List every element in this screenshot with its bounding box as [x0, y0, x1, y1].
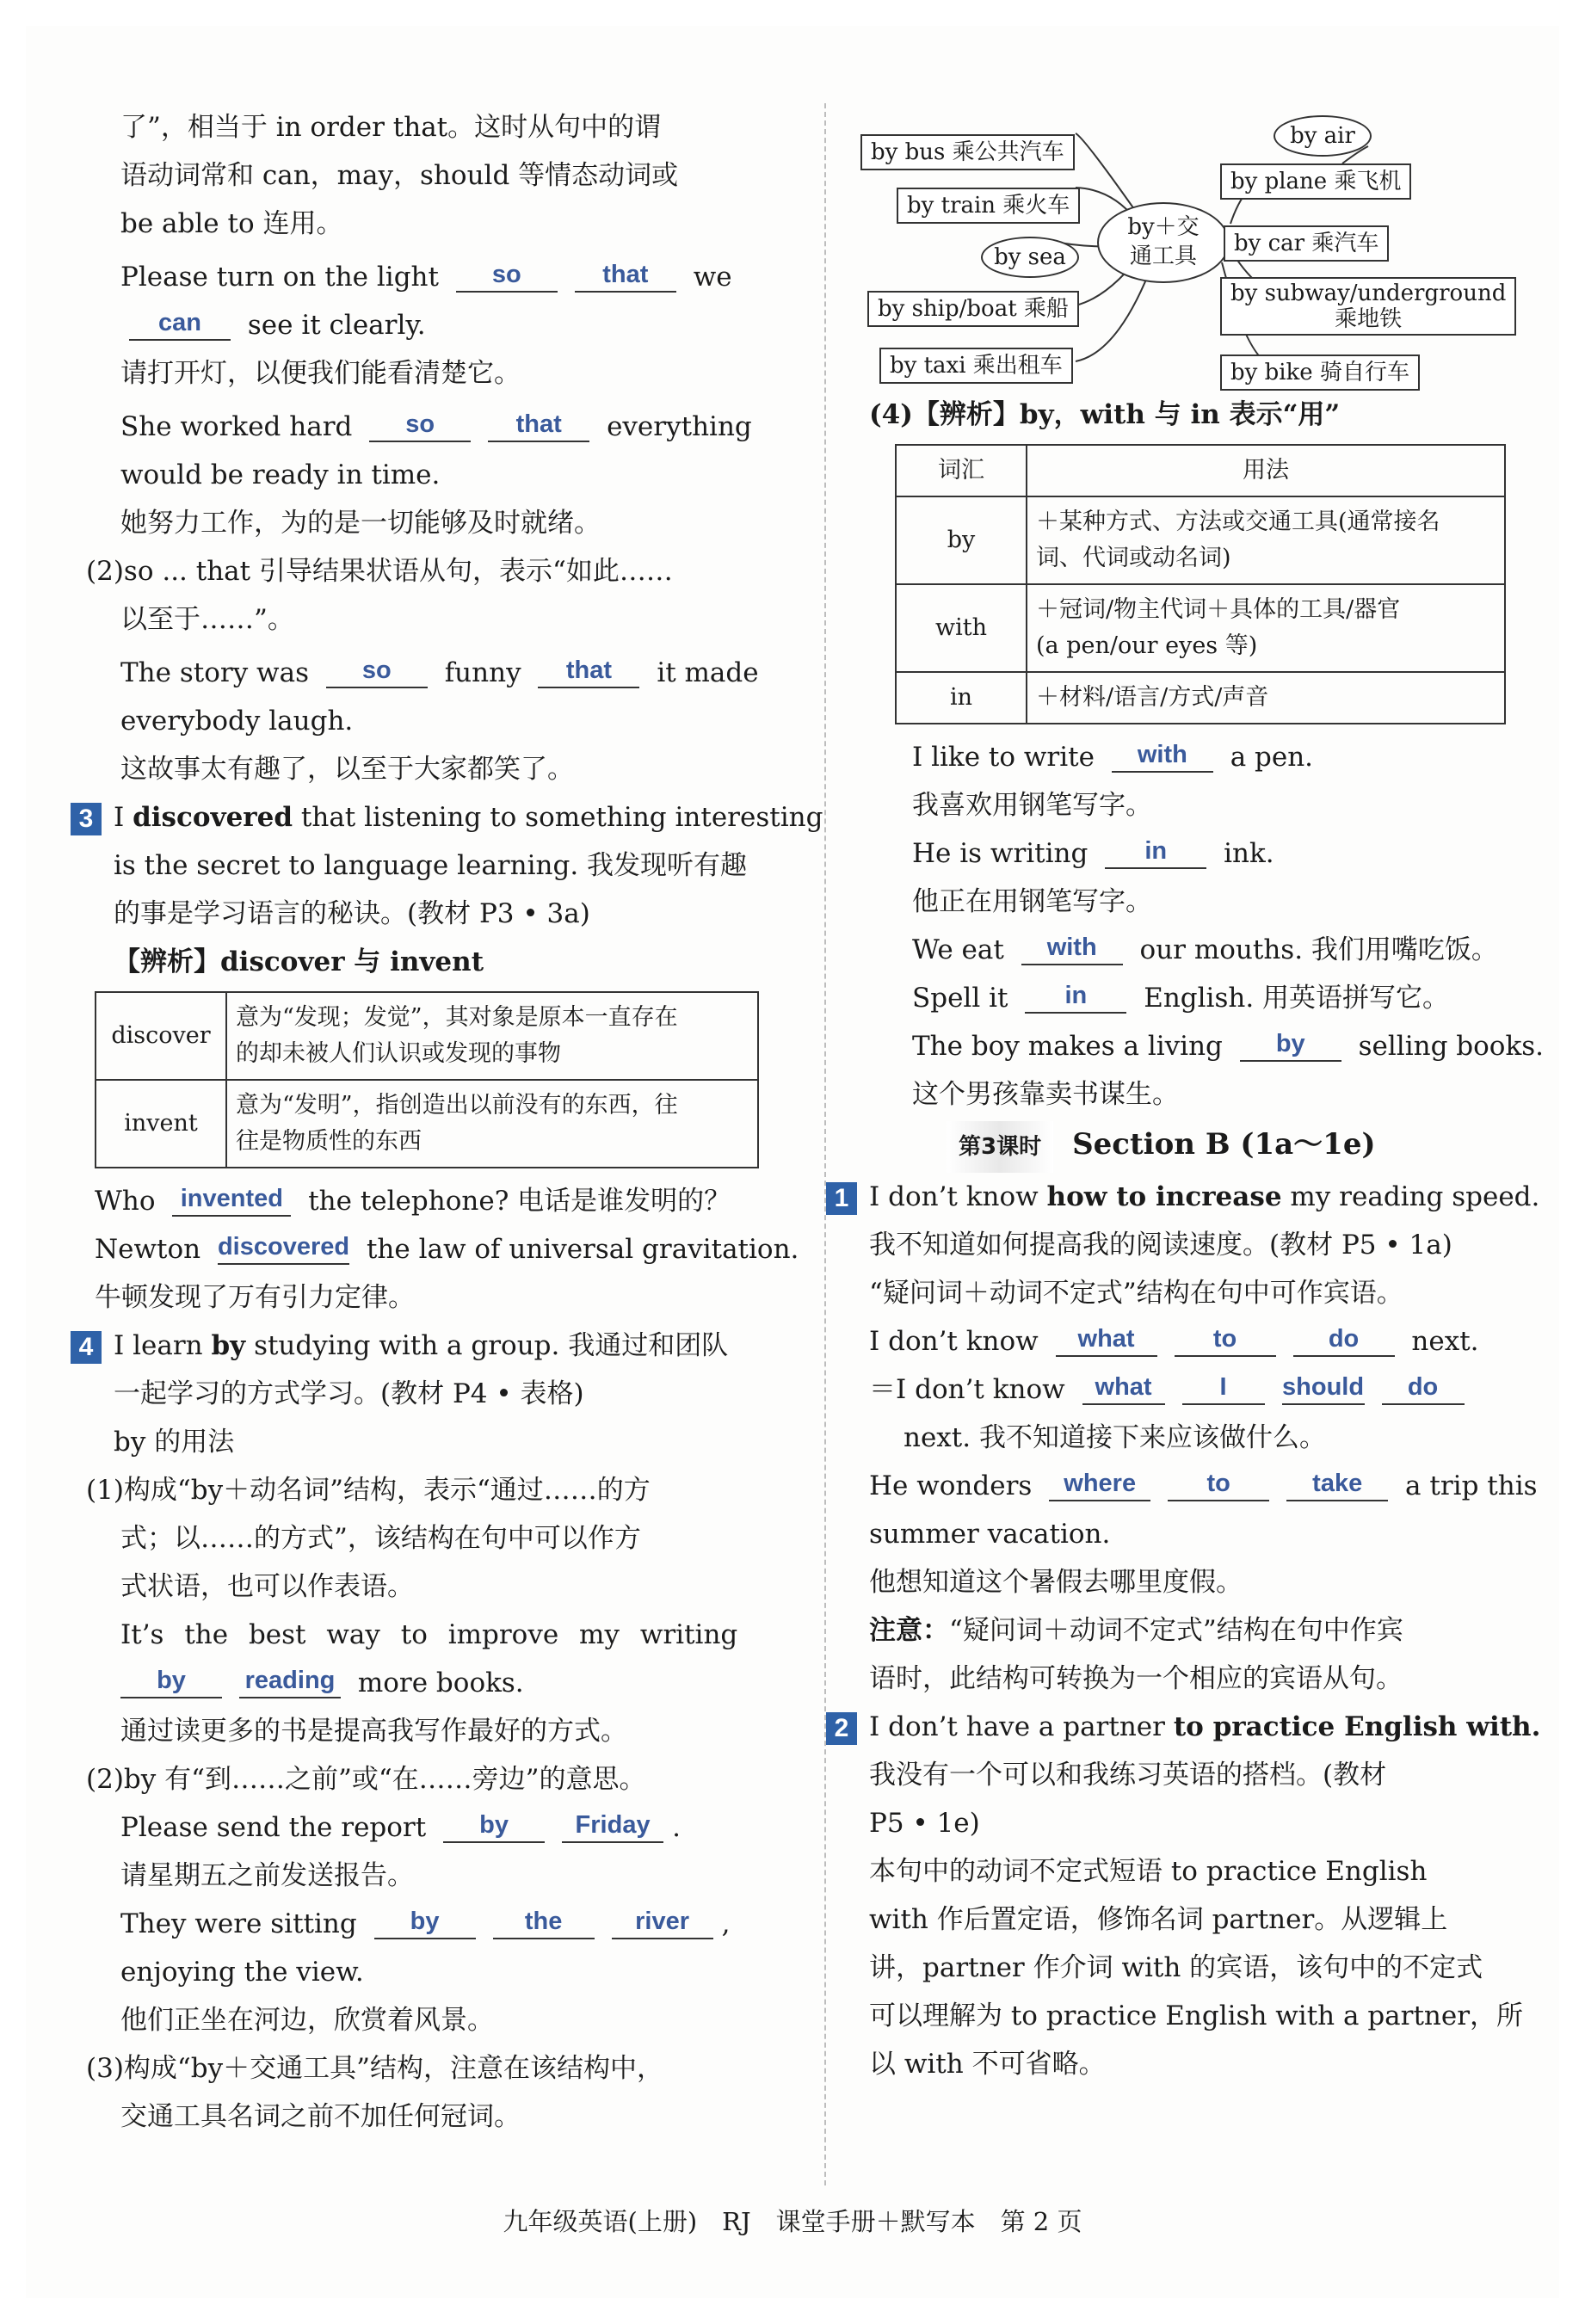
mindmap-node-subway: by subway/underground 乘地铁: [1220, 277, 1516, 336]
table-header-row: [896, 445, 1505, 496]
analysis-heading: (4)【辨析】by，with 与 in 表示“用”: [869, 399, 1341, 430]
mindmap-node-taxi: by taxi 乘出租车: [879, 348, 1073, 384]
by-with-in-table: [895, 444, 1506, 724]
note-text: 语时，此结构可转换为一个相应的宾语从句。: [869, 1663, 1403, 1694]
item-3-sentence: 3 I discovered that listening to something interesting: [71, 793, 792, 841]
usage-examples: [912, 733, 1544, 1119]
column-divider: [824, 103, 826, 2185]
answer-blank: do: [1382, 1371, 1465, 1405]
item-4-sentence: 4 I learn by studying with a group. 我通过和团队: [71, 1322, 792, 1370]
mindmap-node-air: by air: [1274, 115, 1372, 157]
lesson-tag: 第3课时: [947, 1121, 1053, 1173]
table-word: by: [896, 496, 1027, 584]
answer-blank: so: [326, 654, 428, 688]
answer-blank: to: [1175, 1322, 1276, 1357]
translation: 我喜欢用钢笔写字。: [912, 790, 1152, 821]
mindmap-node-bus: by bus 乘公共汽车: [860, 134, 1075, 170]
answer-blank: by: [1240, 1027, 1341, 1062]
note-text: 注意：“疑问词＋动词不定式”结构在句中作宾: [869, 1615, 1403, 1646]
answer-blank: that: [538, 654, 639, 688]
answer-blank: where: [1049, 1467, 1150, 1501]
page-footer: 九年级英语(上册) RJ 课堂手册＋默写本 第 2 页: [503, 2207, 1082, 2236]
translation: 她努力工作，为的是一切能够及时就绪。: [120, 508, 601, 539]
example-sentence: by reading more books.: [120, 1659, 792, 1707]
item-3-sentence: 的事是学习语言的秘诀。(教材 P3 • 3a): [114, 898, 590, 929]
answer-blank: take: [1286, 1467, 1388, 1501]
table-row: [96, 992, 758, 1080]
answer-blank: that: [575, 258, 676, 293]
rule-text: (2)by 有“到……之前”或“在……旁边”的意思。: [86, 1764, 646, 1795]
example-sentence: He is writing in ink.: [912, 829, 1514, 878]
rule-text: 交通工具名词之前不加任何冠词。: [120, 2101, 521, 2132]
translation: 请打开灯，以便我们能看清楚它。: [120, 358, 521, 389]
rule-text: 式状语，也可以作表语。: [120, 1571, 414, 1602]
section-heading: 第3课时 Section B (1a～1e): [947, 1119, 1514, 1173]
item-2-sentence: 我没有一个可以和我练习英语的搭档。(教材: [869, 1760, 1387, 1791]
table-desc: 意为“发明”，指创造出以前没有的东西，往 往是物质性的东西: [226, 1080, 758, 1168]
explanation-text: 可以理解为 to practice English with a partner，所: [869, 2000, 1524, 2031]
answer-blank: what: [1082, 1371, 1165, 1405]
answer-blank: by: [443, 1809, 545, 1843]
table-desc: ＋冠词/物主代词＋具体的工具/器官 (a pen/our eyes 等): [1027, 584, 1505, 672]
left-column: [78, 103, 823, 2141]
example-sentence: They were sitting by the river ,: [120, 1900, 792, 1948]
explanation-text: 本句中的动词不定式短语 to practice English: [869, 1856, 1428, 1887]
answer-blank: reading: [239, 1664, 341, 1698]
answer-blank: by: [374, 1905, 476, 1939]
rule-text: (1)构成“by＋动名词”结构，表示“通过……的方: [86, 1475, 651, 1506]
example-sentence: We eat with our mouths. 我们用嘴吃饭。: [912, 926, 1514, 974]
example-sentence: summer vacation.: [869, 1519, 1111, 1550]
answer-blank: so: [369, 408, 471, 442]
example-sentence: next. 我不知道接下来应该做什么。: [904, 1422, 1326, 1453]
intro-line: 语动词常和 can，may，should 等情态动词或: [120, 160, 679, 191]
answer-blank: with: [1112, 738, 1213, 773]
table-desc: ＋材料/语言/方式/声音: [1027, 672, 1505, 724]
example-sentence: I like to write with a pen.: [912, 733, 1514, 781]
example-sentence: can see it clearly.: [120, 301, 792, 349]
answer-blank: should: [1282, 1371, 1365, 1405]
example-sentence: would be ready in time.: [120, 459, 441, 490]
example-sentence: Spell it in English. 用英语拼写它。: [912, 974, 1514, 1022]
table-row: [896, 672, 1505, 724]
mindmap-node-bike: by bike 骑自行车: [1220, 354, 1420, 391]
item-2-sentence: 2 I don’t have a partner to practice English with.: [826, 1703, 1514, 1751]
answer-blank: with: [1021, 931, 1123, 965]
answer-blank: the: [493, 1905, 595, 1939]
table-header: 用法: [1027, 445, 1505, 496]
item-number-badge: 3: [71, 803, 102, 835]
translation: 这故事太有趣了，以至于大家都笑了。: [120, 754, 574, 785]
table-header: 词汇: [896, 445, 1027, 496]
answer-blank: discovered: [218, 1230, 349, 1265]
mindmap-center: by＋交 通工具: [1097, 202, 1230, 283]
answer-blank: can: [129, 306, 231, 341]
right-column: [834, 103, 1544, 2088]
table-word: in: [896, 672, 1027, 724]
table-row: [896, 584, 1505, 672]
table-desc: ＋某种方式、方法或交通工具(通常接名 词、代词或动名词): [1027, 496, 1505, 584]
item-number-badge: 2: [826, 1712, 857, 1745]
explanation-text: 讲，partner 作介词 with 的宾语，该句中的不定式: [869, 1952, 1483, 1983]
translation: 牛顿发现了万有引力定律。: [95, 1282, 415, 1313]
answer-blank: what: [1056, 1322, 1157, 1357]
example-sentence: The story was so funny that it made: [120, 649, 792, 697]
answer-blank: in: [1025, 979, 1126, 1014]
mindmap-node-train: by train 乘火车: [897, 188, 1080, 224]
explanation-text: with 作后置定语，修饰名词 partner。从逻辑上: [869, 1904, 1448, 1935]
example-sentence: ＝I don’t know what I should do: [869, 1365, 1514, 1414]
example-sentence: Please turn on the light so that we: [120, 253, 792, 301]
table-word: discover: [96, 992, 226, 1080]
item-2-sentence: P5 • 1e): [869, 1808, 980, 1839]
rule-text: (3)构成“by＋交通工具”结构，注意在该结构中，: [86, 2053, 663, 2084]
translation: 他们正坐在河边，欣赏着风景。: [120, 2005, 494, 2036]
answer-blank: do: [1293, 1322, 1395, 1357]
example-sentence: Who invented the telephone? 电话是谁发明的？: [95, 1177, 792, 1225]
translation: 请星期五之前发送报告。: [120, 1860, 414, 1891]
example-sentence: Newton discovered the law of universal gravitation.: [95, 1225, 792, 1273]
example-sentence: The boy makes a living by selling books.: [912, 1022, 1514, 1070]
translation: 通过读更多的书是提高我写作最好的方式。: [120, 1716, 627, 1747]
translation: 他想知道这个暑假去哪里度假。: [869, 1567, 1243, 1598]
intro-line: be able to 连用。: [120, 208, 343, 239]
answer-blank: so: [456, 258, 558, 293]
example-sentence: Please send the report by Friday .: [120, 1803, 792, 1852]
answer-blank: to: [1168, 1467, 1269, 1501]
translation: 这个男孩靠卖书谋生。: [912, 1079, 1179, 1110]
answer-blank: river: [612, 1905, 713, 1939]
mindmap-node-ship: by ship/boat 乘船: [867, 291, 1079, 327]
translation: 他正在用钢笔写字。: [912, 886, 1152, 917]
mindmap-node-car: by car 乘汽车: [1224, 225, 1389, 262]
explanation-text: 以 with 不可省略。: [869, 2049, 1106, 2080]
transport-mindmap: [860, 103, 1514, 387]
table-row: [96, 1080, 758, 1168]
table-desc: 意为“发现；发觉”，其对象是原本一直存在 的却未被人们认识或发现的事物: [226, 992, 758, 1080]
example-sentence: everybody laugh.: [120, 706, 354, 737]
answer-blank: I: [1182, 1371, 1265, 1405]
rule-text: 式；以……的方式”，该结构在句中可以作方: [120, 1523, 641, 1554]
rule-text: 以至于……”。: [120, 604, 294, 635]
usage-heading: by 的用法: [114, 1427, 235, 1458]
analysis-heading: 【辨析】discover 与 invent: [114, 946, 484, 977]
example-sentence: He wonders where to take a trip this: [869, 1462, 1514, 1510]
discover-invent-table: [95, 991, 759, 1168]
table-row: [896, 496, 1505, 584]
example-sentence: It’s the best way to improve my writing: [120, 1619, 738, 1650]
table-word: with: [896, 584, 1027, 672]
item-1-sentence: 我不知道如何提高我的阅读速度。(教材 P5 • 1a): [869, 1230, 1452, 1261]
item-4-sentence: 一起学习的方式学习。(教材 P4 • 表格): [114, 1378, 584, 1409]
item-number-badge: 4: [71, 1331, 102, 1364]
mindmap-node-plane: by plane 乘飞机: [1220, 163, 1411, 200]
table-word: invent: [96, 1080, 226, 1168]
example-sentence: I don’t know what to do next.: [869, 1317, 1514, 1365]
example-sentence: enjoying the view.: [120, 1957, 364, 1988]
item-1-sentence: 1 I don’t know how to increase my reading speed.: [826, 1173, 1514, 1221]
item-number-badge: 1: [826, 1182, 857, 1215]
answer-blank: by: [120, 1664, 222, 1698]
answer-blank: invented: [172, 1182, 291, 1217]
example-sentence: She worked hard so that everything: [120, 403, 792, 451]
rule-text: “疑问词＋动词不定式”结构在句中可作宾语。: [869, 1278, 1403, 1309]
item-3-sentence: is the secret to language learning. 我发现听有趣: [114, 850, 748, 881]
intro-line: 了”，相当于 in order that。这时从句中的谓: [120, 112, 662, 143]
answer-blank: Friday: [562, 1809, 663, 1843]
mindmap-node-sea: by sea: [981, 237, 1079, 278]
answer-blank: in: [1105, 835, 1206, 869]
answer-blank: that: [488, 408, 589, 442]
rule-text: (2)so ... that 引导结果状语从句，表示“如此……: [86, 556, 673, 587]
